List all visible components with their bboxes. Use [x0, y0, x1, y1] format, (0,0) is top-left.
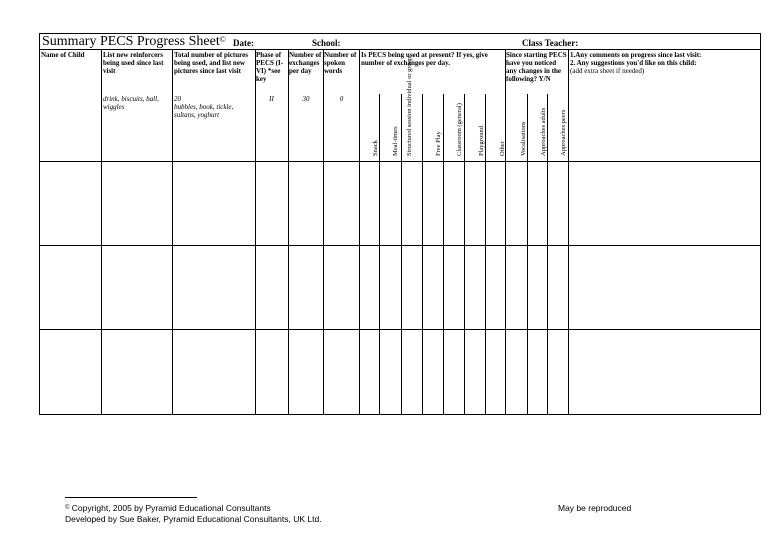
col-divider: [323, 50, 324, 415]
row-divider: [40, 329, 760, 330]
example-pictures-list: bubbles, book, tickle, sultans, yoghurt: [174, 103, 234, 119]
header-comments: [570, 51, 758, 75]
example-reinforcers: drink, biscuits, ball, wiggles: [103, 95, 159, 111]
copyright-text: Copyright, 2005 by Pyramid Educational Consultants: [71, 503, 271, 513]
header-reinforcers: List new reinforcers being used since last visit: [103, 51, 164, 75]
footnote-rule: [65, 497, 197, 498]
change-approaches-adults-label: Approaches adults: [540, 107, 547, 156]
col-divider: [443, 94, 444, 415]
col-divider: [359, 50, 360, 415]
example-exchanges: 30: [302, 95, 310, 103]
setting-other-label: Other: [499, 141, 506, 156]
header-used-at-present: Is PECS being used at present? If yes, give number of exchanges per day.: [361, 51, 488, 67]
col-divider: [547, 94, 548, 415]
example-pictures: [174, 95, 254, 119]
comments-note: (add extra sheet if needed): [570, 67, 645, 75]
header-phase: Phase of PECS (I-VI) *see key: [256, 51, 284, 83]
col-divider: [485, 94, 486, 415]
row-divider: [40, 161, 760, 162]
copyright-mark: ©: [65, 505, 70, 511]
setting-meal-times-label: Meal-times: [392, 126, 399, 156]
col-divider: [101, 50, 102, 415]
col-divider: [401, 94, 402, 415]
col-divider: [422, 94, 423, 415]
setting-classroom-label: Classroom (general): [456, 103, 463, 156]
change-vocalisations-label: Vocalisations: [520, 121, 527, 156]
header-pictures: Total number of pictures being used, and list new pictures since last visit: [174, 51, 248, 75]
col-divider: [527, 94, 528, 415]
col-divider: [464, 94, 465, 415]
col-divider: [172, 50, 173, 415]
title-row: [40, 34, 760, 50]
setting-playground-label: Playground: [478, 126, 485, 156]
header-since-starting: Since starting PECS have you noticed any changes in the following? Y/N: [506, 51, 567, 83]
sheet-title: Summary PECS Progress Sheet©: [42, 34, 226, 49]
school-label: School:: [312, 38, 341, 48]
col-divider: [568, 50, 569, 415]
class-teacher-label: Class Teacher:: [522, 38, 579, 48]
developed-by-text: Developed by Sue Baker, Pyramid Educational Consultants, UK Ltd.: [65, 514, 322, 524]
progress-sheet-table: [39, 33, 761, 415]
example-pictures-count: 20: [174, 95, 181, 103]
example-phase: II: [269, 95, 274, 103]
setting-free-play-label: Free Play: [435, 131, 442, 156]
date-label: Date:: [233, 38, 254, 48]
may-be-reproduced-text: May be reproduced: [558, 503, 632, 513]
setting-structured-label: Structured session individual or group: [406, 56, 413, 156]
example-spoken: 0: [339, 95, 344, 103]
header-name-of-child: Name of Child: [41, 51, 85, 59]
col-divider: [255, 50, 256, 415]
col-divider: [288, 50, 289, 415]
row-divider: [40, 245, 760, 246]
comments-line-1: 1.Any comments on progress since last visit:: [570, 51, 702, 59]
setting-snack-label: Snack: [372, 140, 379, 156]
comments-line-2: 2. Any suggestions you'd like on this child:: [570, 59, 697, 67]
header-exchanges: Number of exchanges per day: [289, 51, 322, 75]
footnote: [65, 503, 322, 525]
header-spoken-words: Number of spoken words: [324, 51, 357, 75]
change-approaches-peers-label: Approaches peers: [560, 109, 567, 156]
col-divider: [505, 50, 506, 415]
col-divider: [379, 94, 380, 415]
